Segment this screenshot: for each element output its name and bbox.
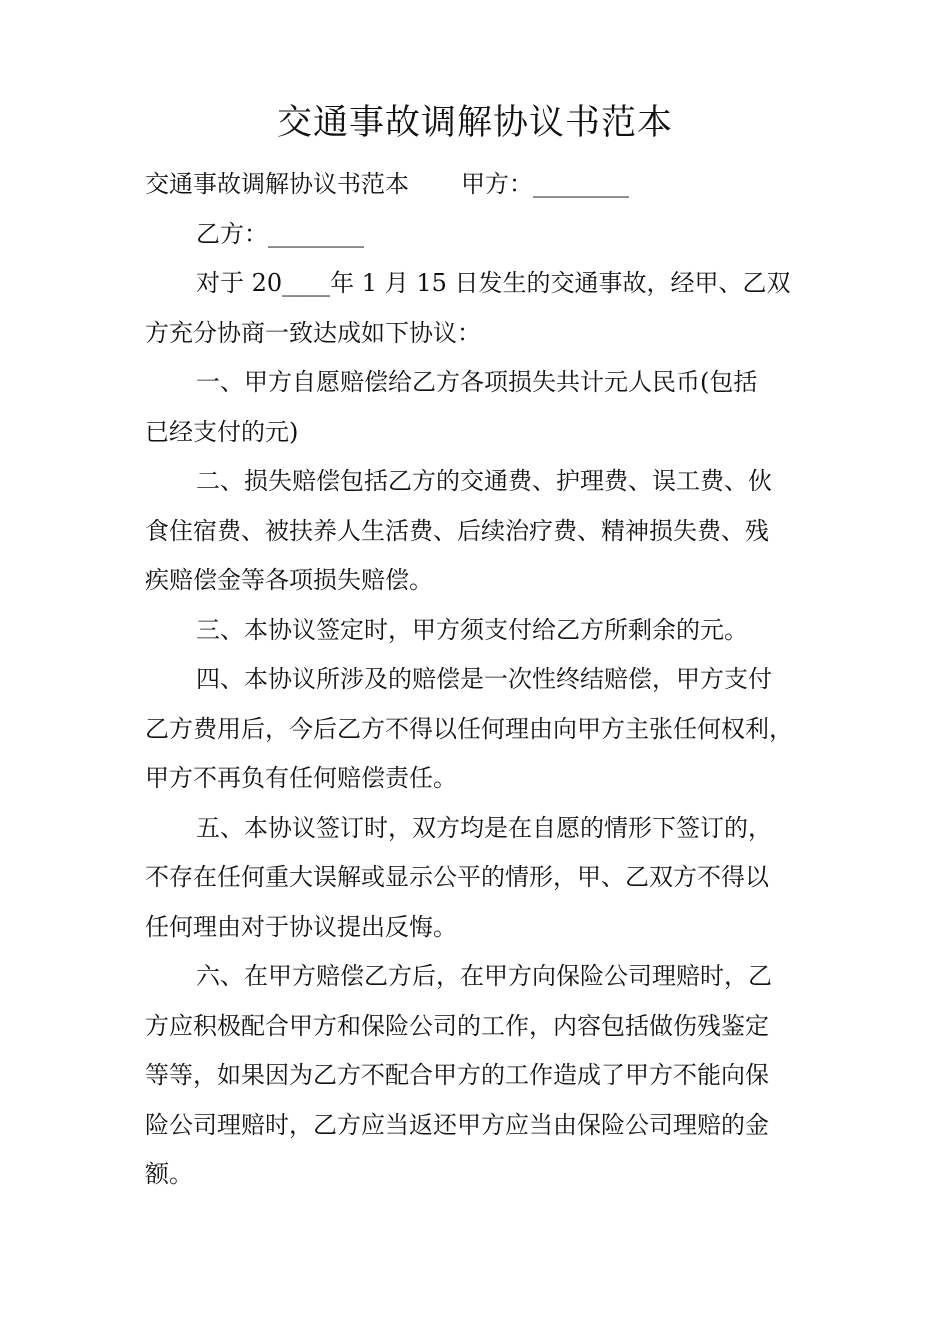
paragraph-line: 对于 20____年 1 月 15 日发生的交通事故，经甲、乙双 [196, 269, 791, 297]
paragraph-line: 任何理由对于协议提出反悔。 [145, 912, 457, 941]
paragraph-line: 险公司理赔时，乙方应当返还甲方应当由保险公司理赔的金 [145, 1110, 769, 1139]
paragraph-line: 乙方费用后，今后乙方不得以任何理由向甲方主张任何权利， [145, 714, 793, 743]
party-b-line [145, 210, 825, 260]
document-title: 交通事故调解协议书范本 [276, 103, 673, 143]
party-b-label: 乙方：________ [196, 219, 364, 248]
paragraph-list [145, 259, 825, 1200]
paragraph-line: 方充分协商一致达成如下协议： [145, 318, 481, 347]
paragraph-line: 不存在任何重大误解或显示公平的情形，甲、乙双方不得以 [145, 863, 769, 891]
paragraph [145, 259, 825, 358]
paragraph-line: 甲方不再负有任何赔偿责任。 [145, 764, 457, 792]
paragraph [145, 804, 825, 953]
paragraph-line: 方应积极配合甲方和保险公司的工作，内容包括做伤残鉴定 [145, 1011, 769, 1040]
paragraph-line: 三、本协议签定时，甲方须支付给乙方所剩余的元。 [196, 615, 748, 644]
paragraph [145, 457, 825, 606]
paragraph [145, 606, 825, 656]
paragraph [145, 358, 825, 457]
party-a-label: 甲方：________ [461, 170, 629, 198]
header-line [145, 160, 825, 210]
paragraph-line: 等等，如果因为乙方不配合甲方的工作造成了甲方不能向保 [145, 1061, 769, 1089]
paragraph-line: 一、甲方自愿赔偿给乙方各项损失共计元人民币(包括 [196, 368, 758, 396]
paragraph-line: 疾赔偿金等各项损失赔偿。 [145, 566, 433, 594]
paragraph [145, 655, 825, 804]
document-body [145, 160, 825, 1200]
paragraph-line: 六、在甲方赔偿乙方后，在甲方向保险公司理赔时，乙 [196, 962, 772, 990]
paragraph-line: 已经支付的元) [145, 417, 299, 446]
paragraph-line: 二、损失赔偿包括乙方的交通费、护理费、误工费、伙 [196, 467, 772, 495]
paragraph [145, 952, 825, 1200]
paragraph-line: 额。 [145, 1160, 193, 1188]
header-name: 交通事故调解协议书范本 [145, 170, 409, 198]
paragraph-line: 食住宿费、被扶养人生活费、后续治疗费、精神损失费、残 [145, 516, 769, 545]
paragraph-line: 五、本协议签订时，双方均是在自愿的情形下签订的， [196, 813, 772, 842]
paragraph-line: 四、本协议所涉及的赔偿是一次性终结赔偿，甲方支付 [196, 665, 772, 693]
